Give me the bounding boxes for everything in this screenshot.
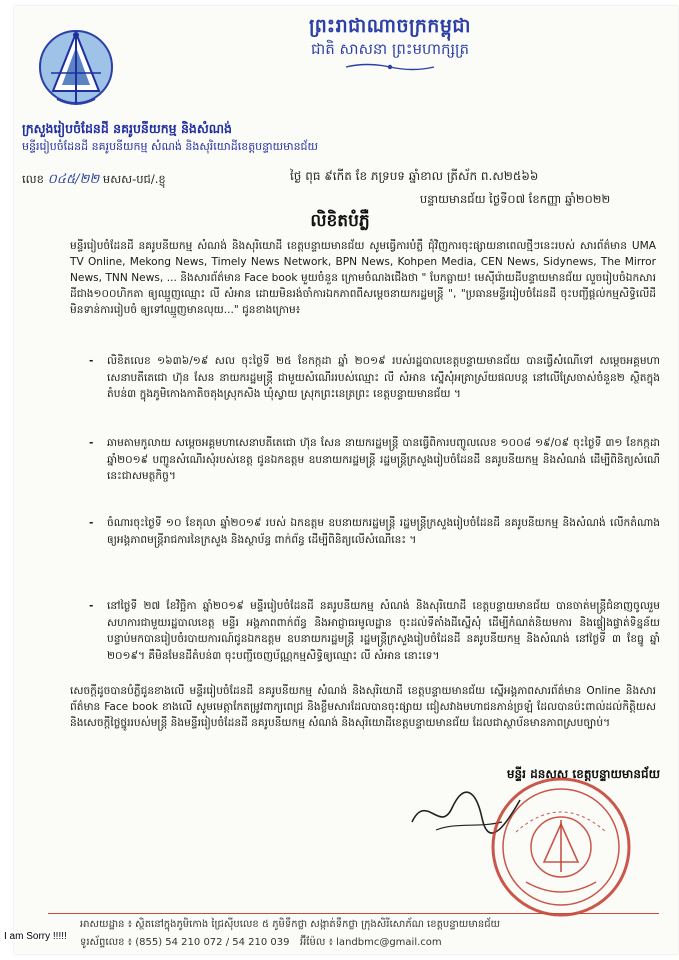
official-seal-stamp	[486, 772, 636, 922]
bullet-item-3: - ចំណារចុះថ្ងៃទី ១០ ខែតុលា ឆ្នាំ២០១៩ របស់ ឯកឧត្តម ឧបនាយករដ្ឋមន្ត្រី រដ្ឋមន្ត្រីក្រសួងរៀបចំដែនដី នគរូបនីយកម្ម និងសំណង់ លើកតំណាងឲ្យអង្គភាពមន្ត្រីរាជការនៃក្រសួង និងស្ថាប័ន្ធ ពាក់ព័ន្ធ ដើម្បីពិនិត្យលើសំណើនេះ ។	[107, 515, 660, 548]
reference-prefix: លេខ	[22, 172, 44, 186]
phone-number: (855) 54 210 072 / 54 210 039	[135, 937, 290, 948]
national-motto: ជាតិ សាសនា ព្រះមហាក្សត្រ	[310, 40, 470, 58]
email-label: អ៊ីម៉ែល ៖	[300, 937, 333, 948]
reference-suffix: មសស-បជ/.ខ្ញុ	[102, 172, 166, 186]
reference-number	[22, 171, 242, 190]
overlay-caption: I am Sorry !!!!!	[4, 931, 67, 942]
ornament-divider-icon	[344, 62, 436, 72]
email-address: landbmc@gmail.com	[336, 937, 442, 948]
closing-paragraph: សេចក្តីដូចបានបំភ្លឺជូនខាងលើ មន្ទីររៀបចំដែនដី នគរូបនីយកម្ម សំណង់ និងសុរិយោដី ខេត្តបន្ទាយមានជ័យ ស្នើអង្គភាពសារព័ត៌មាន Online និងសារព័ត៌មាន Face book ខាងលើ សូមមេត្តាកែតម្រូវពាក្យពេជ្រ និងខ្លឹមសារដែលបានចុះផ្សាយ ជៀសវាងមហាជនភាន់ច្រឡំ ដែលបានប៉ះពាល់ដល់កិត្តិយស និងសេចក្តីថ្លៃថ្នូររបស់មន្ត្រី និងមន្ទីររៀបចំដែនដី នគរូបនីយកម្ម សំណង់ និងសុរិយោដីខេត្តបន្ទាយមានជ័យ ដែលជាស្ថាប័នមានភាពស្របច្បាប់។	[70, 685, 656, 729]
footer-address: អាសយដ្ឋាន ៖ ស្ថិតនៅក្នុងភូមិកោង ជ្រៃស៊ីបលេខ ៥ ភូមិទឹកថ្លា សង្កាត់ទឹកថ្លា ក្រុងសិរីសោភ័ណ ខេត្តបន្ទាយមានជ័យ	[80, 919, 501, 930]
bullet-item-1: - លិខិតលេខ ១៦៣៦/១៩ សល ចុះថ្ងៃទី ២៥ ខែកក្កដា ឆ្នាំ ២០១៩ របស់រដ្ឋបាលខេត្តបន្ទាយមានជ័យ បានធ្វើសំណើទៅ សម្តេចអគ្គមហាសេនាបតីតេជោ ហ៊ុន សែន នាយករដ្ឋមន្ត្រី ជាមួយសំណើររបស់ឈ្មោះ លី សំអាន ស្នើសុំអត្រាស្រ័យផលបន្ត នៅលើស្រែចាស់ចំនួន២ ស្ថិតក្នុងតំបន់៣ ក្នុងភូមិកោងកាតិចតុងស្រុកសិង ឃុំស្វាយ ស្រុកព្រះនេត្រព្រះ ខេត្តបន្ទាយមានជ័យ ។	[107, 353, 660, 403]
signatory-title: មន្ទីរ ដនសស ខេត្តបន្ទាយមានជ័យ	[506, 767, 660, 781]
kingdom-heading: ព្រះរាជាណាចក្រកម្ពុជា	[309, 15, 471, 37]
bullet-item-2: - ឆាមតាមកូលាយ សម្តេចអគ្គមហាសេនាបតីតេជោ ហ៊ុន សែន នាយករដ្ឋមន្ត្រី បានធ្វើពិការបញ្ចូលលេខ ១០០៨ ១៩/០៩ ចុះថ្ងៃទី ៣១ ខែកក្កដា ឆ្នាំ២០១៩ បញ្ជូនសំណើរសុំរបស់ខេត្ត ជូនឯកឧត្តម ឧបនាយករដ្ឋមន្ត្រី រដ្ឋមន្ត្រីក្រសួងរៀបចំដែនដី នគរូបនីយកម្ម និងសំណង់ ដើម្បីពិនិត្យសំណើនេះជាសមត្ថកិច្ច។	[107, 435, 660, 485]
bullet-item-4: - នៅថ្ងៃទី ២៧ ខែវិច្ឆិកា ឆ្នាំ២០១៩ មន្ទីររៀបចំដែនដី នគរូបនីយកម្ម សំណង់ និងសុរិយោដី ខេត្តបន្ទាយមានជ័យ បានចាត់មន្ត្រីជំនាញចូលរួមសហការជាមួយរដ្ឋបាលខេត្ត មន្ទីរ អង្គភាពពាក់ព័ន្ធ និងអាជ្ញាធរមូលដ្ឋាន ចុះដល់ទីតាំងដីស្នើសុំ ដើម្បីកំណត់និយមការ និងផ្ទៀងផ្ទាត់ទិន្នន័យ បន្ទាប់មកបានរៀបចំរបាយការណ៍ជូនឯកឧត្តម ឧបនាយករដ្ឋមន្ត្រី រដ្ឋមន្ត្រីក្រសួងរៀបចំដែនដី នគរូបនីយកម្ម និងសំណង់ នៅថ្ងៃទី ៣ ខែធ្នូ ឆ្នាំ ២០១៩។ គឺមិនមែនដីតំបន់៣ ចុះបញ្ជីចេញប័ណ្ណកម្មសិទ្ធិឲ្យឈ្មោះ លី សំអាន នោះទេ។	[107, 598, 660, 664]
phone-label: ទូរស័ព្ទលេខ ៖	[80, 937, 133, 948]
email-block	[300, 935, 442, 950]
footer-contact	[80, 935, 660, 950]
intro-paragraph: មន្ទីររៀបចំដែនដី នគរូបនីយកម្ម សំណង់ និងសុរិយោដី ខេត្តបន្ទាយមានជ័យ សូមធ្វើការបំភ្លឺ ជុំវិញការចុះផ្សាយនាពេលថ្មីៗនេះរបស់ សារព័ត៌មាន UMA TV Online, Mekong News, Timely News Network, BPN News, Kohpen Media, CEN News, Sidynews, The Mirror News, TNN News, ... និងសារព័ត៌មាន Face book មួយចំនួន ក្រោមចំណងជើងថា " បែកធ្លាយ! មេស៊ីរ៉ោយដីបន្ទាយមានជ័យ លួចរៀបចំឯកសារដីជាង១០០ហិកតា ឲ្យឈ្មួញឈ្មោះ លី សំអាន ដោយមិនរង់ចាំការឯកភាពពីសម្តេចនាយករដ្ឋមន្ត្រី ", "ប្រធានមន្ទីររៀបចំដែនដី ចុះបញ្ជីផ្តល់កម្មសិទ្ធិលើដី មិនទាន់ការរៀបចំ ឲ្យទៅឈ្មួញមានលុយ..." ជូនខាងក្រោម៖	[70, 240, 656, 316]
page-margin	[0, 0, 14, 960]
ministry-name: ក្រសួងរៀបចំដែនដី នគរូបនីយកម្ម និងសំណង់	[22, 121, 232, 136]
lunar-date: ថ្ងៃ ពុធ ៩កើត ខែ ភទ្របទ ឆ្នាំខាល ត្រីស័ក ព.ស២៥៦៦	[290, 169, 539, 183]
ministry-logo-icon	[37, 21, 115, 113]
footer-divider	[48, 913, 659, 914]
solar-date: បន្ទាយមានជ័យ ថ្ងៃទី០៧ ខែកញ្ញា ឆ្នាំ២០២២	[419, 192, 611, 206]
document-title: លិខិតបំភ្លឺ	[310, 211, 370, 231]
reference-handwritten-number: ០៤៥/២២	[47, 172, 100, 187]
department-name: មន្ទីររៀបចំដែនដី នគរូបនីយកម្ម សំណង់ និងសុរិយោដីខេត្តបន្ទាយមានជ័យ	[22, 140, 319, 153]
